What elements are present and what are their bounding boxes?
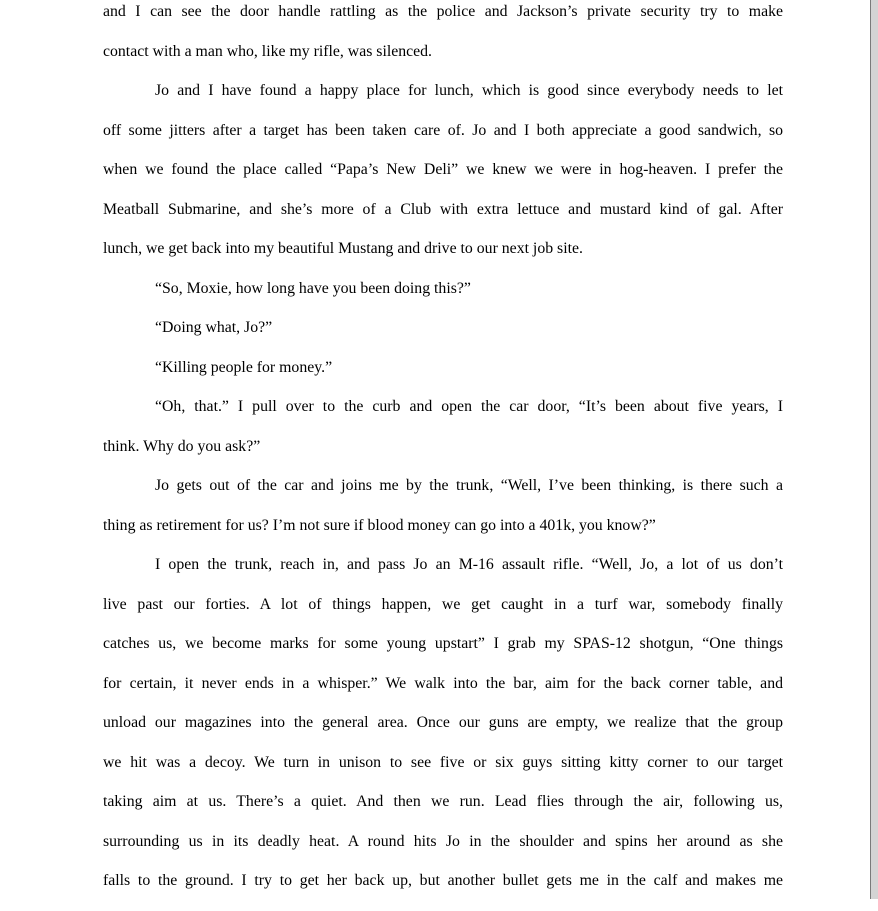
text-line: off some jitters after a target has been taken care of. Jo and I both appreciate a good sandwich, so: [103, 121, 783, 139]
text-line: live past our forties. A lot of things happen, we get caught in a turf war, somebody finally: [103, 595, 783, 613]
text-line: Jo and I have found a happy place for lunch, which is good since everybody needs to let: [155, 82, 783, 99]
text-line: lunch, we get back into my beautiful Mustang and drive to our next job site.: [103, 240, 583, 257]
text-line: and I can see the door handle rattling as the police and Jackson’s private security try to make: [103, 3, 783, 20]
text-line: thing as retirement for us? I’m not sure if blood money can go into a 401k, you know?”: [103, 516, 656, 534]
text-line: taking aim at us. There’s a quiet. And then we run. Lead flies through the air, following us,: [103, 793, 783, 810]
text-line: falls to the ground. I try to get her back up, but another bullet gets me in the calf and makes me: [103, 872, 783, 889]
text-line: contact with a man who, like my rifle, was silenced.: [103, 42, 433, 60]
page-margin-shadow: [871, 0, 878, 899]
text-line: “Oh, that.” I pull over to the curb and open the car door, “It’s been about five years, I: [155, 398, 783, 415]
text-line: surrounding us in its deadly heat. A round hits Jo in the shoulder and spins her around as she: [103, 832, 783, 850]
text-line: for certain, it never ends in a whisper.” We walk into the bar, aim for the back corner table, and: [103, 674, 783, 692]
text-line: catches us, we become marks for some young upstart” I grab my SPAS-12 shotgun, “One things: [103, 635, 783, 652]
text-line: I open the trunk, reach in, and pass Jo an M-16 assault rifle. “Well, Jo, a lot of us don’t: [155, 556, 783, 573]
text-line: when we found the place called “Papa’s New Deli” we knew we were in hog-heaven. I prefer the: [103, 161, 783, 178]
text-line: unload our magazines into the general area. Once our guns are empty, we realize that the group: [103, 714, 783, 731]
text-line: Meatball Submarine, and she’s more of a Club with extra lettuce and mustard kind of gal. After: [103, 200, 783, 218]
text-line: “Doing what, Jo?”: [155, 319, 273, 336]
text-line: think. Why do you ask?”: [103, 437, 261, 455]
text-line: Jo gets out of the car and joins me by the trunk, “Well, I’ve been thinking, is there such a: [155, 477, 783, 494]
text-line: we hit was a decoy. We turn in unison to see five or six guys sitting kitty corner to our target: [103, 753, 783, 771]
document-body-text: [103, 0, 783, 911]
text-line: “Killing people for money.”: [155, 358, 333, 376]
text-line: “So, Moxie, how long have you been doing this?”: [155, 279, 471, 297]
